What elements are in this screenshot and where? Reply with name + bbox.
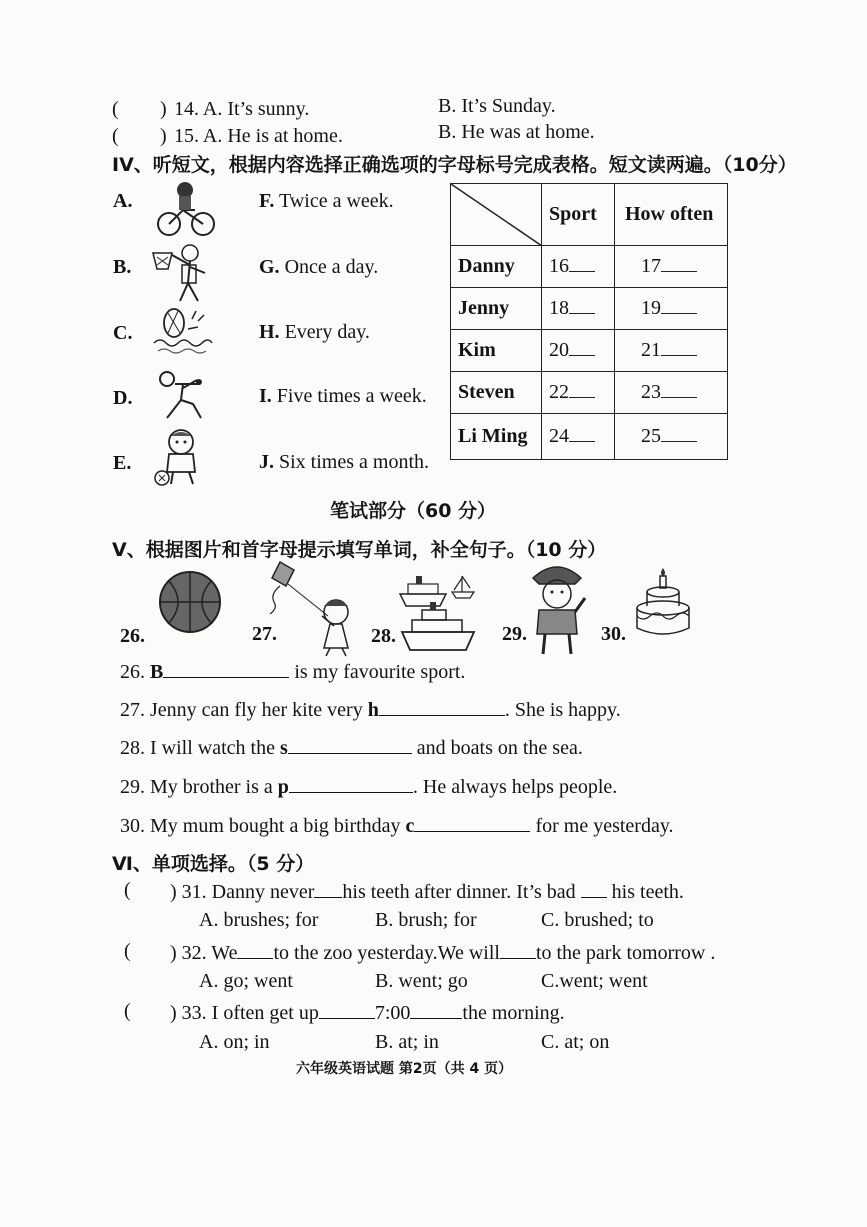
answer-bracket-open: (	[124, 1000, 131, 1022]
page-footer: 六年级英语试题 第2页（共 4 页）	[296, 1061, 513, 1077]
sport-answer-22[interactable]: 22	[542, 372, 615, 414]
col-header-how-often: How often	[615, 184, 728, 246]
sport-answer-24[interactable]: 24	[542, 414, 615, 460]
q31-option-b[interactable]: B. brush; for	[375, 909, 477, 931]
blank-32b[interactable]	[500, 940, 536, 959]
kite-girl-icon	[264, 560, 358, 656]
picture-label-e: E.	[113, 452, 132, 474]
picture-label-a: A.	[113, 190, 133, 212]
option-h: H. Every day.	[259, 321, 370, 343]
birthday-cake-icon	[632, 566, 694, 638]
running-icon	[153, 370, 208, 422]
often-answer-23[interactable]: 23	[615, 372, 728, 414]
q15-option-b: B. He was at home.	[438, 121, 595, 143]
q31-option-c[interactable]: C. brushed; to	[541, 909, 654, 931]
cycling-icon	[155, 180, 217, 238]
sentence-26: 26. B is my favourite sport.	[120, 661, 466, 683]
sport-answer-18[interactable]: 18	[542, 288, 615, 330]
table-row	[451, 288, 728, 330]
blank-28[interactable]	[288, 735, 412, 754]
sentence-30: 30. My mum bought a big birthday c for me yesterday.	[120, 815, 674, 837]
question-31: ) 31. Danny never his teeth after dinner. It’s bad his teeth.	[170, 881, 684, 903]
answer-bracket-open: (	[112, 98, 119, 120]
q31-option-a[interactable]: A. brushes; for	[199, 909, 319, 931]
picture-label-b: B.	[113, 256, 132, 278]
blank-31b[interactable]	[581, 879, 607, 898]
q33-option-a[interactable]: A. on; in	[199, 1031, 270, 1053]
basketball-icon	[158, 570, 222, 634]
football-player-icon	[153, 428, 203, 488]
option-i: I. Five times a week.	[259, 385, 427, 407]
blank-26[interactable]	[163, 659, 289, 678]
answer-bracket-open: (	[124, 879, 131, 901]
swimming-icon	[152, 305, 214, 360]
section-6-heading: Ⅵ、单项选择。（5 分）	[112, 853, 315, 875]
sentence-29: 29. My brother is a p . He always helps people.	[120, 776, 618, 798]
table-corner	[451, 184, 542, 246]
table-row	[451, 330, 728, 372]
table-row	[451, 372, 728, 414]
answer-bracket-open: (	[112, 125, 119, 147]
sport-answer-16[interactable]: 16	[542, 246, 615, 288]
q32-option-b[interactable]: B. went; go	[375, 970, 468, 992]
sentence-27: 27. Jenny can fly her kite very h . She is happy.	[120, 699, 621, 721]
policeman-icon	[525, 562, 589, 656]
written-part-title: 笔试部分（60 分）	[330, 500, 497, 522]
row-name: Steven	[451, 372, 542, 414]
often-answer-17[interactable]: 17	[615, 246, 728, 288]
q33-option-c[interactable]: C. at; on	[541, 1031, 610, 1053]
q14-option-a: 14. A. It’s sunny.	[174, 98, 310, 120]
often-answer-19[interactable]: 19	[615, 288, 728, 330]
question-32: ) 32. We to the zoo yesterday.We will to the park tomorrow .	[170, 942, 716, 964]
pic-number-26: 26.	[120, 625, 145, 647]
blank-33b[interactable]	[410, 1000, 462, 1019]
blank-31a[interactable]	[314, 879, 342, 898]
row-name: Danny	[451, 246, 542, 288]
often-answer-25[interactable]: 25	[615, 414, 728, 460]
option-j: J. Six times a month.	[259, 451, 429, 473]
sport-answer-20[interactable]: 20	[542, 330, 615, 372]
table-row	[451, 246, 728, 288]
row-name: Jenny	[451, 288, 542, 330]
answer-bracket-close: )	[160, 98, 167, 120]
pic-number-28: 28.	[371, 625, 396, 647]
blank-33a[interactable]	[319, 1000, 375, 1019]
answer-table	[450, 183, 728, 460]
blank-27[interactable]	[379, 697, 505, 716]
table-row	[451, 414, 728, 460]
pic-number-29: 29.	[502, 623, 527, 645]
option-g: G. Once a day.	[259, 256, 379, 278]
col-header-sport: Sport	[542, 184, 615, 246]
q14-option-b: B. It’s Sunday.	[438, 95, 556, 117]
q15-option-a: 15. A. He is at home.	[174, 125, 343, 147]
q33-option-b[interactable]: B. at; in	[375, 1031, 439, 1053]
picture-label-c: C.	[113, 322, 133, 344]
blank-29[interactable]	[289, 774, 413, 793]
option-f: F. Twice a week.	[259, 190, 394, 212]
often-answer-21[interactable]: 21	[615, 330, 728, 372]
basketball-player-icon	[150, 243, 215, 305]
answer-bracket-open: (	[124, 940, 131, 962]
section-4-heading: IV、听短文，根据内容选择正确选项的字母标号完成表格。短文读两遍。（10分）	[112, 154, 797, 176]
picture-label-d: D.	[113, 387, 133, 409]
row-name: Li Ming	[451, 414, 542, 460]
section-5-heading: V、根据图片和首字母提示填写单词，补全句子。（10 分）	[112, 539, 607, 561]
question-33: ) 33. I often get up 7:00 the morning.	[170, 1002, 565, 1024]
blank-30[interactable]	[414, 813, 530, 832]
answer-bracket-close: )	[160, 125, 167, 147]
row-name: Kim	[451, 330, 542, 372]
blank-32a[interactable]	[237, 940, 273, 959]
q32-option-a[interactable]: A. go; went	[199, 970, 293, 992]
q32-option-c[interactable]: C.went; went	[541, 970, 648, 992]
pic-number-30: 30.	[601, 623, 626, 645]
ships-icon	[398, 570, 478, 652]
sentence-28: 28. I will watch the s and boats on the sea.	[120, 737, 583, 759]
pic-number-27: 27.	[252, 623, 277, 645]
